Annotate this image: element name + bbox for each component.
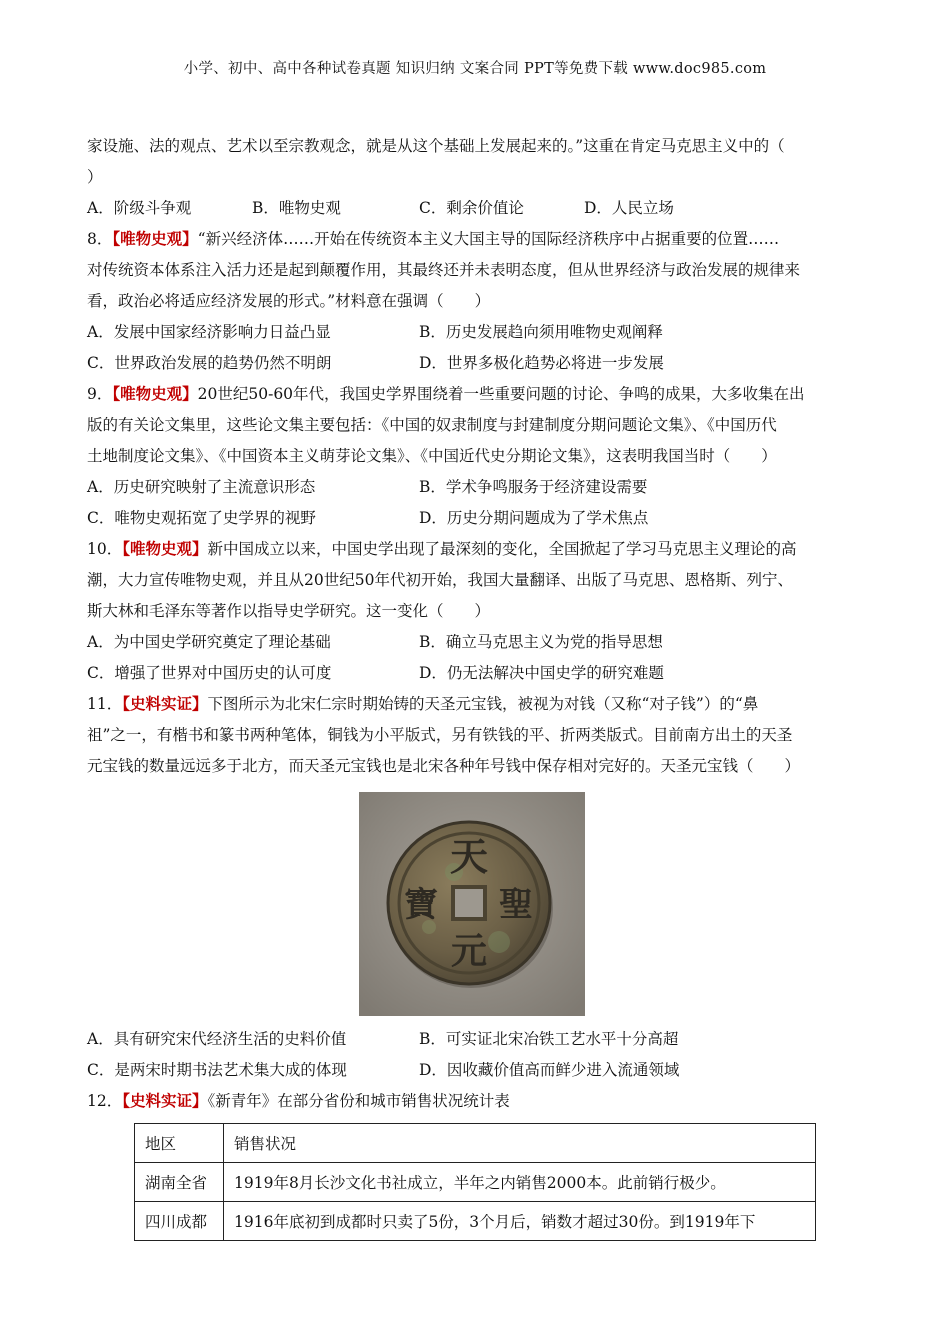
cell-sales: 1916年底初到成都时只卖了5份，3个月后，销数才超过30份。到1919年下 — [224, 1202, 816, 1241]
page-header: 小学、初中、高中各种试卷真题 知识归纳 文案合同 PPT等免费下载 www.doc985.com — [183, 61, 767, 77]
option-c[interactable]: C．增强了世界对中国历史的认可度 — [87, 664, 332, 682]
question-text-line: 祖”之一，有楷书和篆书两种笔体，铜钱为小平版式，另有铁钱的平、折两类版式。目前南方出土的天圣 — [87, 726, 793, 744]
question-tag: 【唯物史观】 — [122, 540, 208, 558]
question-text: “新兴经济体……开始在传统资本主义大国主导的国际经济秩序中占据重要的位置…… — [197, 230, 780, 248]
coin-char-left: 寶 — [404, 885, 438, 925]
option-a[interactable]: A．为中国史学研究奠定了理论基础 — [87, 633, 331, 651]
option-b[interactable]: B．唯物史观 — [252, 199, 341, 217]
table-title: 《新青年》在部分省份和城市销售状况统计表 — [207, 1092, 510, 1110]
option-b[interactable]: B．学术争鸣服务于经济建设需要 — [419, 478, 648, 496]
question-8 — [87, 224, 867, 379]
options-row — [87, 317, 867, 348]
table-row — [135, 1163, 816, 1202]
question-12 — [87, 1086, 867, 1241]
coin-photo — [359, 792, 585, 1016]
answer-paren: ） — [87, 168, 103, 186]
options-row — [87, 348, 867, 379]
header-cell-sales: 销售状况 — [224, 1124, 816, 1163]
options-row — [87, 472, 867, 503]
options-row — [87, 193, 867, 224]
question-7-tail — [87, 131, 867, 224]
option-b[interactable]: B．确立马克思主义为党的指导思想 — [419, 633, 663, 651]
tiansheng-coin-image — [359, 792, 585, 1016]
question-11 — [87, 689, 867, 1086]
options-row — [87, 1055, 867, 1086]
option-d[interactable]: D．历史分期问题成为了学术焦点 — [419, 509, 649, 527]
question-tag: 【史料实证】 — [122, 1092, 208, 1110]
question-tag: 【唯物史观】 — [112, 230, 198, 248]
coin-char-top: 天 — [449, 834, 489, 879]
option-a[interactable]: A．发展中国家经济影响力日益凸显 — [87, 323, 331, 341]
question-text-line: 土地制度论文集》、《中国资本主义萌芽论文集》、《中国近代史分期论文集》，这表明我国当时（ ） — [87, 447, 777, 465]
option-d[interactable]: D．因收藏价值高而鲜少进入流通领域 — [419, 1061, 680, 1079]
table-row — [135, 1202, 816, 1241]
question-text: 家设施、法的观点、艺术以至宗教观念，就是从这个基础上发展起来的。”这重在肯定马克思主义中的（ — [87, 137, 785, 155]
option-a[interactable]: A．阶级斗争观 — [87, 199, 192, 217]
options-row — [87, 503, 867, 534]
options-row — [87, 627, 867, 658]
option-a[interactable]: A．历史研究映射了主流意识形态 — [87, 478, 316, 496]
question-number: 12． — [87, 1092, 123, 1110]
question-text-line: 斯大林和毛泽东等著作以指导史学研究。这一变化（ ） — [87, 602, 491, 620]
question-number: 9． — [87, 385, 113, 403]
square-hole — [455, 889, 483, 917]
sales-table — [134, 1123, 816, 1241]
options-row — [87, 658, 867, 689]
option-c[interactable]: C．剩余价值论 — [419, 199, 524, 217]
option-c[interactable]: C．唯物史观拓宽了史学界的视野 — [87, 509, 316, 527]
header-cell-region: 地区 — [135, 1124, 224, 1163]
option-b[interactable]: B．历史发展趋向须用唯物史观阐释 — [419, 323, 663, 341]
option-c[interactable]: C．是两宋时期书法艺术集大成的体现 — [87, 1061, 347, 1079]
patina-spot — [488, 931, 510, 953]
question-text-line: 对传统资本体系注入活力还是起到颠覆作用，其最终还并未表明态度，但从世界经济与政治发展的规律来 — [87, 261, 801, 279]
question-number: 11． — [87, 695, 123, 713]
question-text-line: 版的有关论文集里，这些论文集主要包括：《中国的奴隶制度与封建制度分期问题论文集》、《中国历代 — [87, 416, 777, 434]
coin-char-right: 聖 — [499, 885, 533, 925]
option-d[interactable]: D．人民立场 — [584, 199, 674, 217]
question-9 — [87, 379, 867, 534]
option-c[interactable]: C．世界政治发展的趋势仍然不明朗 — [87, 354, 332, 372]
question-text: 新中国成立以来，中国史学出现了最深刻的变化，全国掀起了学习马克思主义理论的高 — [207, 540, 797, 558]
question-text: 下图所示为北宋仁宗时期始铸的天圣元宝钱，被视为对钱（又称“对子钱”）的“鼻 — [207, 695, 759, 713]
question-text-line: 潮，大力宣传唯物史观，并且从20世纪50年代初开始，我国大量翻译、出版了马克思、恩格斯、列宁、 — [87, 571, 793, 589]
question-number: 10． — [87, 540, 123, 558]
option-d[interactable]: D．仍无法解决中国史学的研究难题 — [419, 664, 664, 682]
options-row — [87, 1024, 867, 1055]
question-text-line: 元宝钱的数量远远多于北方，而天圣元宝钱也是北宋各种年号钱中保存相对完好的。天圣元宝钱（ ） — [87, 757, 801, 775]
coin-char-bottom: 元 — [450, 930, 488, 972]
question-text: 20世纪50-60年代，我国史学界围绕着一些重要问题的讨论、争鸣的成果，大多收集在出 — [197, 385, 805, 403]
question-tag: 【史料实证】 — [122, 695, 208, 713]
question-10 — [87, 534, 867, 689]
question-number: 8． — [87, 230, 113, 248]
option-a[interactable]: A．具有研究宋代经济生活的史料价值 — [87, 1030, 347, 1048]
cell-region: 四川成都 — [135, 1202, 224, 1241]
option-b[interactable]: B．可实证北宋冶铁工艺水平十分高超 — [419, 1030, 679, 1048]
question-tag: 【唯物史观】 — [112, 385, 198, 403]
option-d[interactable]: D．世界多极化趋势必将进一步发展 — [419, 354, 664, 372]
exam-content — [87, 131, 867, 1241]
question-text-line: 看，政治必将适应经济发展的形式。”材料意在强调（ ） — [87, 292, 491, 310]
table-header-row — [135, 1124, 816, 1163]
cell-sales: 1919年8月长沙文化书社成立，半年之内销售2000本。此前销行极少。 — [224, 1163, 816, 1202]
cell-region: 湖南全省 — [135, 1163, 224, 1202]
